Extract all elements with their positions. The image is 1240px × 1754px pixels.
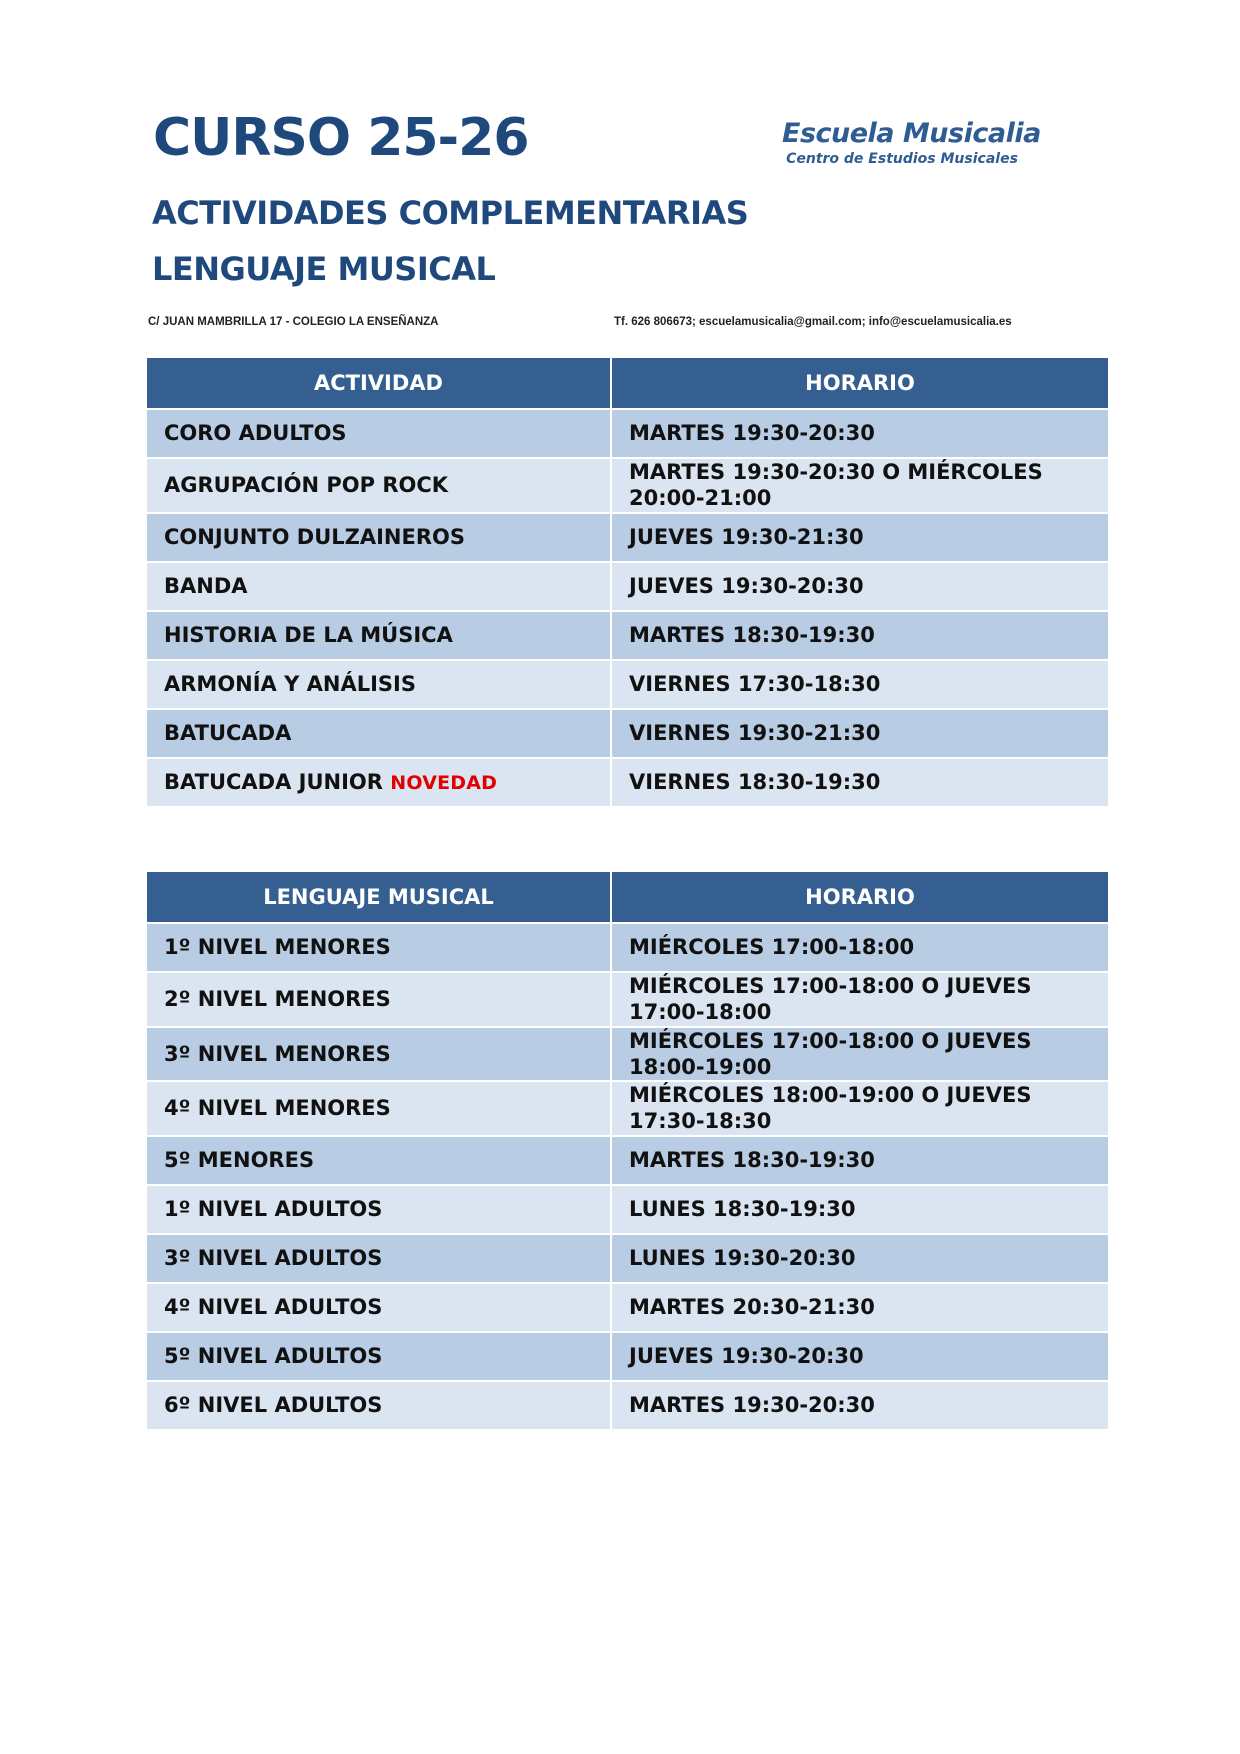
table-row xyxy=(146,1136,1109,1185)
level-schedule: MARTES 18:30-19:30 xyxy=(611,1136,1109,1185)
table-row xyxy=(146,513,1109,562)
table-row xyxy=(146,758,1109,807)
level-name: 5º NIVEL ADULTOS xyxy=(146,1332,611,1381)
logo-tagline: Centro de Estudios Musicales xyxy=(786,151,1018,167)
level-schedule: LUNES 19:30-20:30 xyxy=(611,1234,1109,1283)
level-name: 4º NIVEL MENORES xyxy=(146,1081,611,1136)
activity-name: BANDA xyxy=(146,562,611,611)
activity-name: AGRUPACIÓN POP ROCK xyxy=(146,458,611,513)
activity-schedule: MARTES 18:30-19:30 xyxy=(611,611,1109,660)
language-table xyxy=(145,870,1110,1431)
level-schedule: MIÉRCOLES 18:00-19:00 O JUEVES 17:30-18:30 xyxy=(611,1081,1109,1136)
table-row xyxy=(146,1283,1109,1332)
table-row xyxy=(146,1234,1109,1283)
page-title: CURSO 25-26 xyxy=(153,108,529,168)
table-row xyxy=(146,660,1109,709)
table-row xyxy=(146,1381,1109,1430)
level-name: 4º NIVEL ADULTOS xyxy=(146,1283,611,1332)
column-header-activity: ACTIVIDAD xyxy=(146,357,611,409)
table-row xyxy=(146,709,1109,758)
activity-name: BATUCADA xyxy=(146,709,611,758)
activity-schedule: VIERNES 17:30-18:30 xyxy=(611,660,1109,709)
address: C/ JUAN MAMBRILLA 17 - COLEGIO LA ENSEÑANZA xyxy=(148,316,439,328)
column-header-level: LENGUAJE MUSICAL xyxy=(146,871,611,923)
level-name: 5º MENORES xyxy=(146,1136,611,1185)
contact-info: Tf. 626 806673; escuelamusicalia@gmail.com; info@escuelamusicalia.es xyxy=(614,316,1012,328)
activity-schedule: JUEVES 19:30-21:30 xyxy=(611,513,1109,562)
level-schedule: JUEVES 19:30-20:30 xyxy=(611,1332,1109,1381)
level-name: 1º NIVEL ADULTOS xyxy=(146,1185,611,1234)
level-name: 6º NIVEL ADULTOS xyxy=(146,1381,611,1430)
activities-table xyxy=(145,356,1110,808)
activity-schedule: JUEVES 19:30-20:30 xyxy=(611,562,1109,611)
table-row xyxy=(146,923,1109,972)
activity-schedule: MARTES 19:30-20:30 xyxy=(611,409,1109,458)
table-row xyxy=(146,409,1109,458)
table-header-row xyxy=(146,871,1109,923)
school-logo xyxy=(782,118,1041,167)
table-header-row xyxy=(146,357,1109,409)
table-row xyxy=(146,1081,1109,1136)
level-schedule: MIÉRCOLES 17:00-18:00 xyxy=(611,923,1109,972)
level-name: 3º NIVEL MENORES xyxy=(146,1027,611,1082)
table-row xyxy=(146,562,1109,611)
logo-name: Escuela Musicalia xyxy=(782,118,1041,149)
new-badge: NOVEDAD xyxy=(390,771,498,794)
table-row xyxy=(146,1027,1109,1082)
level-schedule: LUNES 18:30-19:30 xyxy=(611,1185,1109,1234)
table-row xyxy=(146,458,1109,513)
activity-name: BATUCADA JUNIOR xyxy=(164,769,383,794)
activity-schedule: MARTES 19:30-20:30 O MIÉRCOLES 20:00-21:00 xyxy=(611,458,1109,513)
table-row xyxy=(146,611,1109,660)
subtitle-activities: ACTIVIDADES COMPLEMENTARIAS xyxy=(152,194,749,232)
subtitle-language: LENGUAJE MUSICAL xyxy=(152,250,496,288)
activity-schedule: VIERNES 18:30-19:30 xyxy=(611,758,1109,807)
activity-name: ARMONÍA Y ANÁLISIS xyxy=(146,660,611,709)
level-name: 1º NIVEL MENORES xyxy=(146,923,611,972)
table-row xyxy=(146,1332,1109,1381)
level-schedule: MIÉRCOLES 17:00-18:00 O JUEVES 17:00-18:00 xyxy=(611,972,1109,1027)
activity-name: HISTORIA DE LA MÚSICA xyxy=(146,611,611,660)
level-name: 2º NIVEL MENORES xyxy=(146,972,611,1027)
level-name: 3º NIVEL ADULTOS xyxy=(146,1234,611,1283)
column-header-schedule: HORARIO xyxy=(611,871,1109,923)
activity-name-cell xyxy=(146,758,611,807)
level-schedule: MARTES 20:30-21:30 xyxy=(611,1283,1109,1332)
activity-name: CONJUNTO DULZAINEROS xyxy=(146,513,611,562)
column-header-schedule: HORARIO xyxy=(611,357,1109,409)
level-schedule: MIÉRCOLES 17:00-18:00 O JUEVES 18:00-19:00 xyxy=(611,1027,1109,1082)
activity-schedule: VIERNES 19:30-21:30 xyxy=(611,709,1109,758)
table-row xyxy=(146,1185,1109,1234)
activity-name: CORO ADULTOS xyxy=(146,409,611,458)
table-row xyxy=(146,972,1109,1027)
level-schedule: MARTES 19:30-20:30 xyxy=(611,1381,1109,1430)
